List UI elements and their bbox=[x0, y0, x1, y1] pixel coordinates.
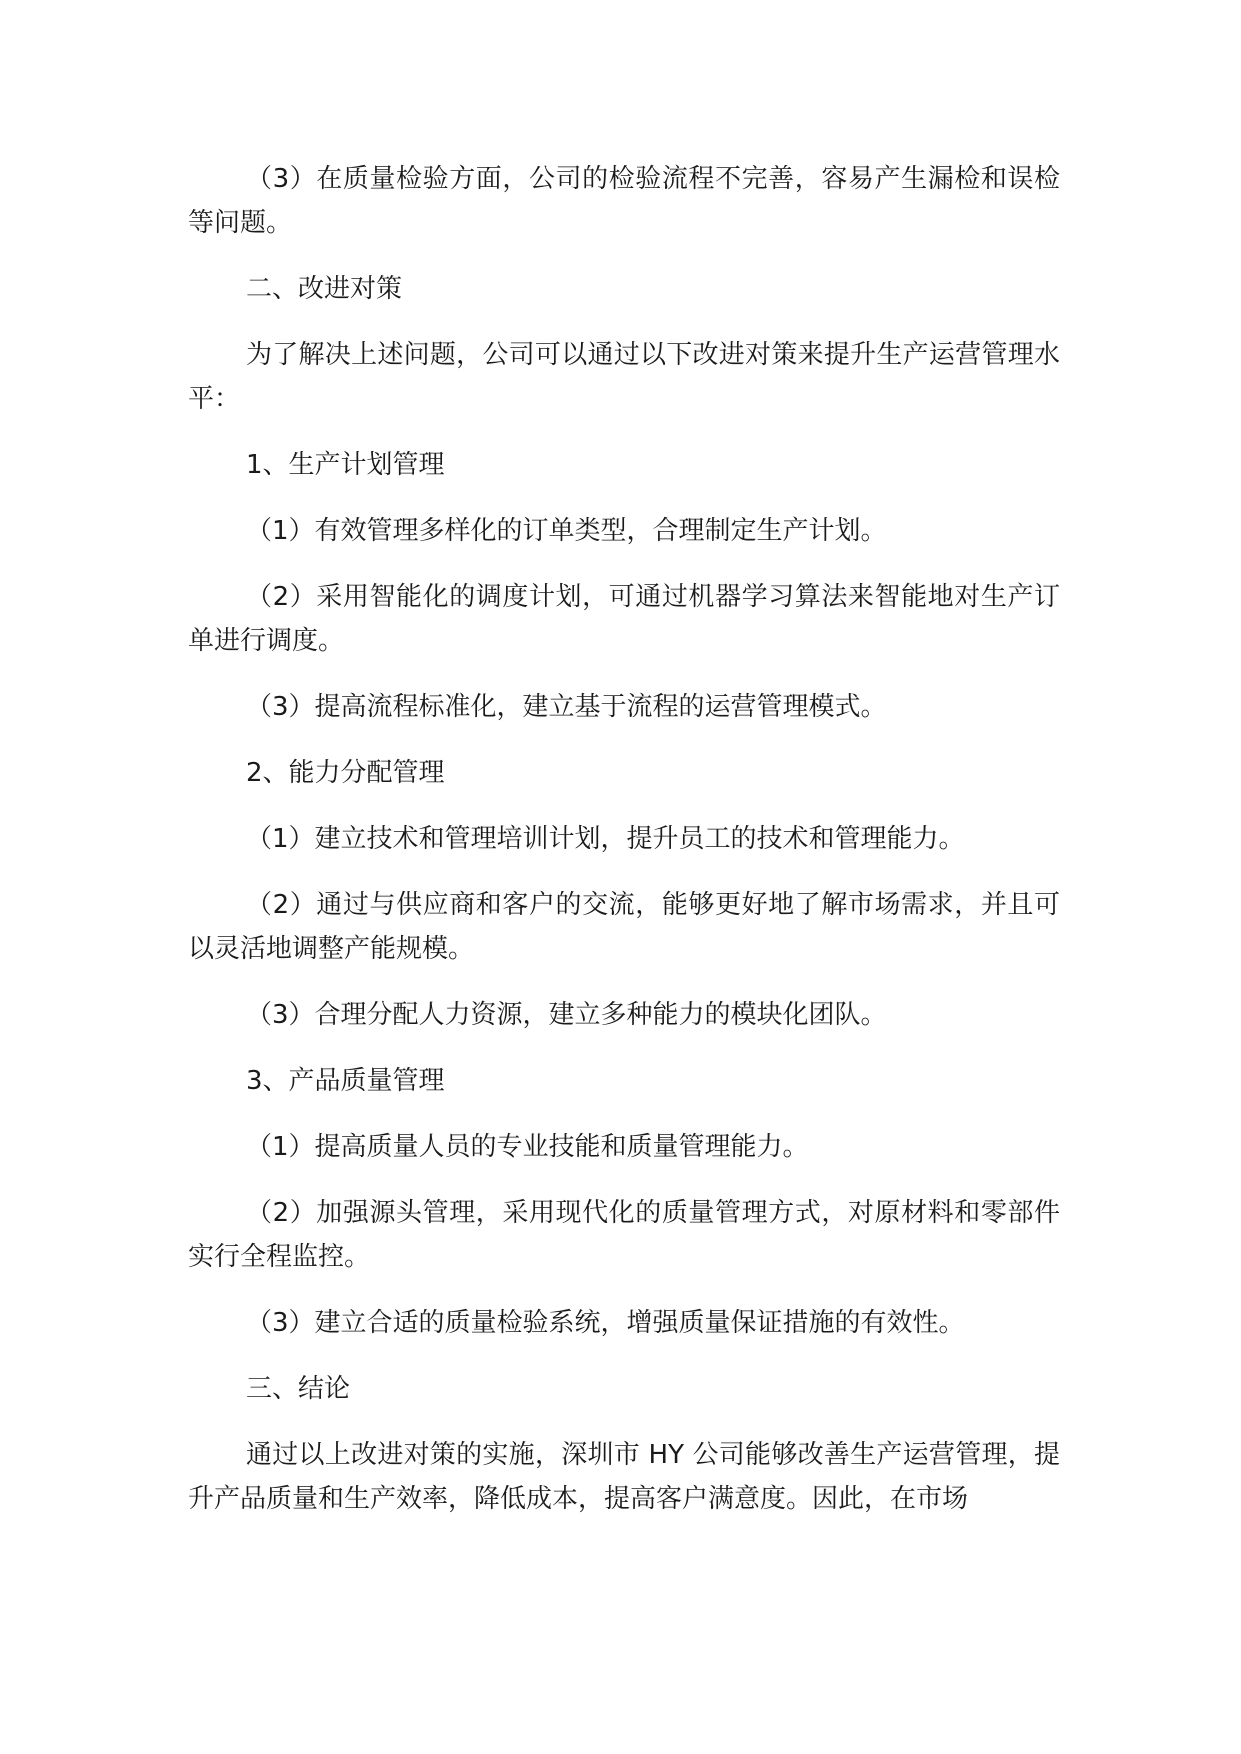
section-heading-conclusion: 三、结论 bbox=[246, 1374, 351, 1404]
intro-paragraph: 为了解决上述问题，公司可以通过以下改进对策来提升生产运营管理水平： bbox=[188, 340, 1060, 414]
list-item: （3）建立合适的质量检验系统，增强质量保证措施的有效性。 bbox=[246, 1308, 965, 1338]
list-item: （2）通过与供应商和客户的交流，能够更好地了解市场需求，并且可以灵活地调整产能规模。 bbox=[188, 890, 1060, 964]
document-body bbox=[188, 157, 1060, 1543]
section-heading-improvement-measures: 二、改进对策 bbox=[246, 274, 403, 304]
list-item: （2）采用智能化的调度计划，可通过机器学习算法来智能地对生产订单进行调度。 bbox=[188, 582, 1060, 656]
subheading-product-quality: 3、产品质量管理 bbox=[246, 1066, 445, 1096]
subheading-capacity-allocation: 2、能力分配管理 bbox=[246, 758, 445, 788]
list-item: （2）加强源头管理，采用现代化的质量管理方式，对原材料和零部件实行全程监控。 bbox=[188, 1198, 1060, 1272]
list-item: （1）提高质量人员的专业技能和质量管理能力。 bbox=[246, 1132, 809, 1162]
list-item: （1）建立技术和管理培训计划，提升员工的技术和管理能力。 bbox=[246, 824, 965, 854]
list-item: （3）合理分配人力资源，建立多种能力的模块化团队。 bbox=[246, 1000, 887, 1030]
conclusion-paragraph: 通过以上改进对策的实施，深圳市 HY 公司能够改善生产运营管理，提升产品质量和生产效率，降低成本，提高客户满意度。因此，在市场 bbox=[188, 1440, 1060, 1514]
list-item-quality-inspection-issue: （3）在质量检验方面，公司的检验流程不完善，容易产生漏检和误检等问题。 bbox=[188, 164, 1060, 238]
list-item: （1）有效管理多样化的订单类型，合理制定生产计划。 bbox=[246, 516, 887, 546]
list-item: （3）提高流程标准化，建立基于流程的运营管理模式。 bbox=[246, 692, 887, 722]
subheading-production-planning: 1、生产计划管理 bbox=[246, 450, 445, 480]
